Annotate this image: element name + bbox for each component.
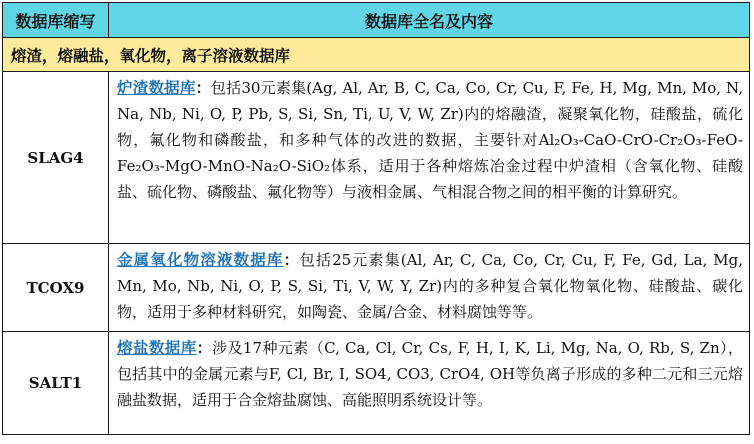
database-name-link[interactable]: 炉渣数据库: [117, 79, 196, 97]
header-abbreviation: 数据库缩写: [3, 3, 109, 37]
name-colon: ：: [195, 79, 211, 97]
database-name-link[interactable]: 金属氧化物溶液数据库: [117, 251, 284, 269]
table-row: [3, 244, 749, 332]
row-description: 包括25元素集(Al, Ar, C, Ca, Co, Cr, Cu, F, Fe, Gd, La, Mg, Mn, Mo, Nb, Ni, O, P, S, Si, Ti, V, W, Y, Zr)内的多种复合氧化物氧化物、硅酸盐、碳化物，适用于多种材料研究，如陶瓷、金属/合金、材料腐蚀等等。: [117, 251, 743, 321]
database-name-link[interactable]: 熔盐数据库: [117, 339, 197, 357]
header-full-name: 数据库全名及内容: [364, 11, 493, 31]
name-colon: ：: [283, 251, 300, 269]
row-content: [109, 72, 749, 243]
row-abbreviation: SALT1: [3, 332, 109, 434]
row-description: 涉及17种元素（C, Ca, Cl, Cr, Cs, F, H, I, K, Li, Mg, Na, O, Rb, S, Zn），包括其中的金属元素与F, Cl, Br, I, SO4, CO3, CrO4, OH等负离子形成的多种二元和三元熔融盐数据，适用于合金熔盐腐蚀、高能照明系统设计等。: [117, 339, 743, 409]
table-header-row: [3, 3, 749, 38]
row-content: [109, 244, 749, 331]
row-abbreviation: TCOX9: [3, 244, 109, 331]
database-table: [2, 2, 750, 435]
category-row: 熔渣，熔融盐，氧化物，离子溶液数据库: [3, 38, 749, 72]
table-row: [3, 332, 749, 434]
name-colon: ：: [196, 339, 213, 357]
row-content: [109, 332, 749, 434]
table-row: [3, 72, 749, 244]
row-description: 包括30元素集(Ag, Al, Ar, B, C, Ca, Co, Cr, Cu, F, Fe, H, Mg, Mn, Mo, N, Na, Nb, Ni, O, P, Pb, S, Si, Sn, Ti, U, V, W, Zr)内的熔融渣，凝聚氧化物，硅酸盐，硫化物，氟化物和磷酸盐，和多种气体的改进的数据，主要针对Al₂O₃-CaO-CrO-Cr₂O₃-FeO-Fe₂O₃-MgO-MnO-Na₂O-SiO₂体系，适用于各种熔炼冶金过程中炉渣相（含氧化物、硅酸盐、硫化物、磷酸盐、氟化物等）与液相金属、气相混合物之间的相平衡的计算研究。: [117, 79, 743, 201]
row-abbreviation: SLAG4: [3, 72, 109, 243]
